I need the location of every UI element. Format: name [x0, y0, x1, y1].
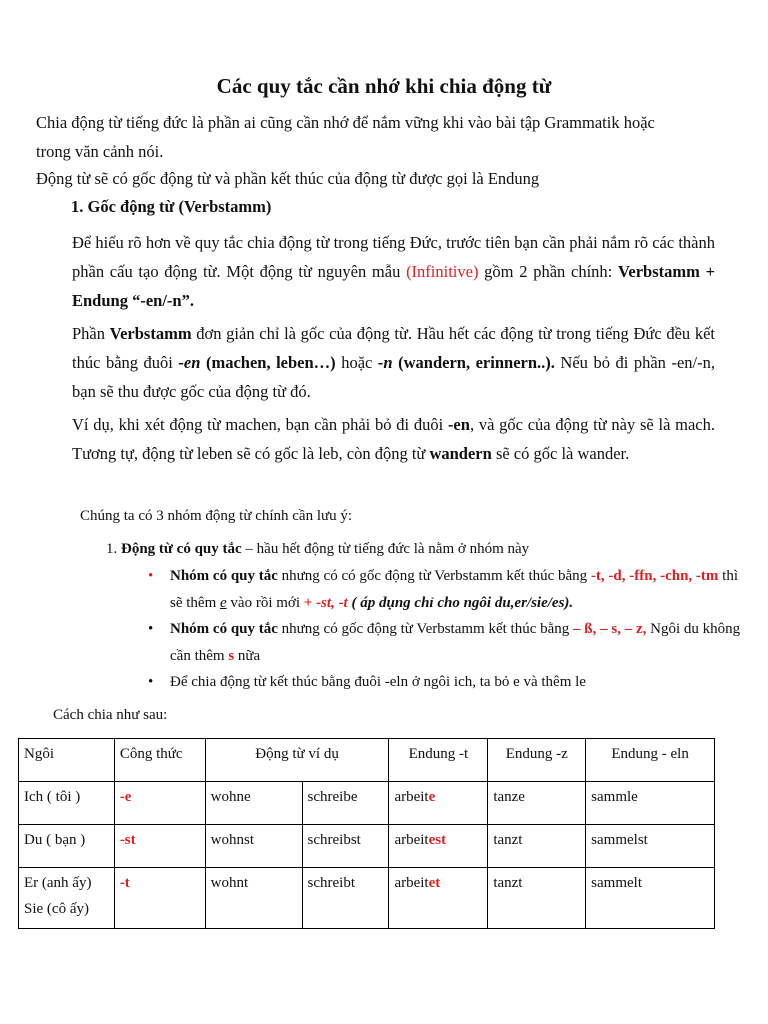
verbstamm-bold: Verbstamm [109, 324, 192, 343]
table-header-row [19, 739, 715, 782]
section-1-paragraph-1 [72, 228, 715, 315]
page-title: Các quy tắc cần nhớ khi chia động từ [216, 74, 552, 98]
cell-endung-eln: sammelst [586, 825, 715, 868]
intro-line-3: Động từ sẽ có gốc động từ và phần kết thúc của động từ được gọi là Endung [36, 169, 540, 188]
cell-example-1: wohnt [205, 868, 302, 929]
stem: arbeit [394, 832, 429, 848]
ending: est [428, 832, 447, 848]
infinitive-term: (Infinitive) [406, 262, 479, 281]
header-endung-z: Endung -z [488, 739, 586, 782]
text-run: Nếu bỏ đi phần -en/-n, bạn sẽ thu được gốc của động từ đó. [72, 353, 715, 401]
bullet-2-s: s [228, 647, 235, 664]
cell-example-1: wohne [205, 782, 302, 825]
header-person: Ngôi [19, 739, 115, 782]
cell-endung-eln: sammle [586, 782, 715, 825]
examples-en: (machen, leben…) [200, 353, 336, 372]
ending: et [428, 875, 441, 891]
bullet-1-underline-e: e [220, 594, 227, 611]
bullet-item-2 [148, 616, 748, 669]
method-label: Cách chia như sau: [53, 707, 168, 723]
stem: arbeit [394, 875, 429, 891]
examples-n: (wandern, erinnern..). [392, 353, 555, 372]
conjugation-table [18, 738, 715, 929]
suffix-en-bold: -en [447, 415, 470, 434]
cell-example-1: wohnst [205, 825, 302, 868]
bullet-2-endings: – ß, – s, – z, [573, 621, 647, 637]
text-run: sẽ có gốc là wander. [491, 444, 630, 463]
text-run: đơn giản chỉ là gốc của động từ. Hầu hết các động từ trong tiếng Đức đều kết thúc bằng đuôi [72, 324, 716, 372]
text-run: thì sẽ thêm [170, 568, 739, 611]
section-1-heading: 1. Gốc động từ (Verbstamm) [71, 197, 272, 216]
cell-person [19, 868, 115, 929]
groups-intro: Chúng ta có 3 nhóm động từ chính cần lưu ý: [80, 508, 353, 524]
cell-example-2: schreibst [302, 825, 389, 868]
table-row [19, 868, 715, 929]
cell-formula: -e [114, 782, 205, 825]
cell-endung-eln: sammelt [586, 868, 715, 929]
bullet-item-3: • Để chia động từ kết thúc bằng đuôi -eln ở ngôi ich, ta bỏ e và thêm le [148, 669, 748, 696]
cell-formula: -st [114, 825, 205, 868]
stem: arbeit [394, 789, 429, 805]
formula-bold: Verbstamm + Endung “-en/-n”. [72, 262, 715, 310]
group-1-title: Động từ có quy tắc [121, 541, 242, 557]
header-endung-t: Endung -t [389, 739, 488, 782]
text-run: nữa [234, 647, 261, 664]
cell-endung-t [389, 868, 488, 929]
text-run: gồm 2 phần chính: [478, 262, 618, 281]
cell-endung-z: tanzt [488, 825, 586, 868]
bullet-1-suffixes: + -st, -t [303, 594, 348, 611]
cell-example-2: schreibt [302, 868, 389, 929]
person-sie: Sie (cô ấy) [24, 901, 89, 917]
ending: e [428, 789, 436, 805]
text-run: Phần [72, 324, 110, 343]
text-run: , và gốc của động từ này sẽ là mach. Tương tự, động từ leben sẽ có gốc là leb, còn động từ [72, 415, 716, 463]
header-formula: Công thức [114, 739, 205, 782]
group-1-item [106, 536, 726, 562]
section-1-paragraph-2 [72, 319, 715, 406]
cell-endung-t [389, 782, 488, 825]
header-example-verbs: Động từ ví dụ [205, 739, 389, 782]
bullet-1-note: ( áp dụng chỉ cho ngôi du,er/sie/es). [347, 594, 574, 611]
suffix-n: -n [377, 353, 393, 372]
suffix-en: -en [178, 353, 201, 372]
bullet-2-title: Nhóm có quy tắc [170, 621, 278, 637]
intro-line-1: Chia động từ tiếng đức là phần ai cũng cần nhớ để nắm vững khi vào bài tập Grammatik hoặc [36, 113, 655, 132]
text-run: Để hiểu rõ hơn về quy tắc chia động từ trong tiếng Đức, trước tiên bạn cần phải nắm rõ các thành phần cấu tạo động từ. Một động từ nguyên mẫu [72, 233, 715, 281]
cell-endung-z: tanzt [488, 868, 586, 929]
table-row [19, 825, 715, 868]
cell-person: Ich ( tôi ) [19, 782, 115, 825]
text-run: hoặc [335, 353, 378, 372]
person-er: Er (anh ấy) [24, 875, 92, 891]
text-run: nhưng có gốc động từ Verbstamm kết thúc bằng [277, 621, 574, 637]
bullet-1-endings: -t, -d, -ffn, -chn, -tm [590, 568, 719, 584]
text-run: Ví dụ, khi xét động từ machen, bạn cần phải bỏ đi đuôi [72, 415, 448, 434]
text-run: nhưng có có gốc động từ Verbstamm kết thúc bằng [277, 568, 591, 584]
bullet-item-1 [148, 563, 748, 616]
cell-example-2: schreibe [302, 782, 389, 825]
section-1-paragraph-3 [72, 410, 715, 468]
group-1-description: – hầu hết động từ tiếng đức là nằm ở nhóm này [241, 541, 530, 557]
intro-line-2: trong văn cảnh nói. [36, 142, 164, 161]
cell-endung-z: tanze [488, 782, 586, 825]
cell-endung-t [389, 825, 488, 868]
rule-bullet-list [148, 563, 748, 696]
wandern-bold: wandern [429, 444, 492, 463]
table-row [19, 782, 715, 825]
bullet-1-title: Nhóm có quy tắc [170, 568, 278, 584]
cell-formula: -t [114, 868, 205, 929]
text-run: Ngôi du không cần thêm [170, 621, 741, 664]
group-1-number: 1. [106, 541, 121, 557]
header-endung-eln: Endung - eln [586, 739, 715, 782]
cell-person: Du ( bạn ) [19, 825, 115, 868]
text-run: vào rồi mới [226, 594, 304, 611]
